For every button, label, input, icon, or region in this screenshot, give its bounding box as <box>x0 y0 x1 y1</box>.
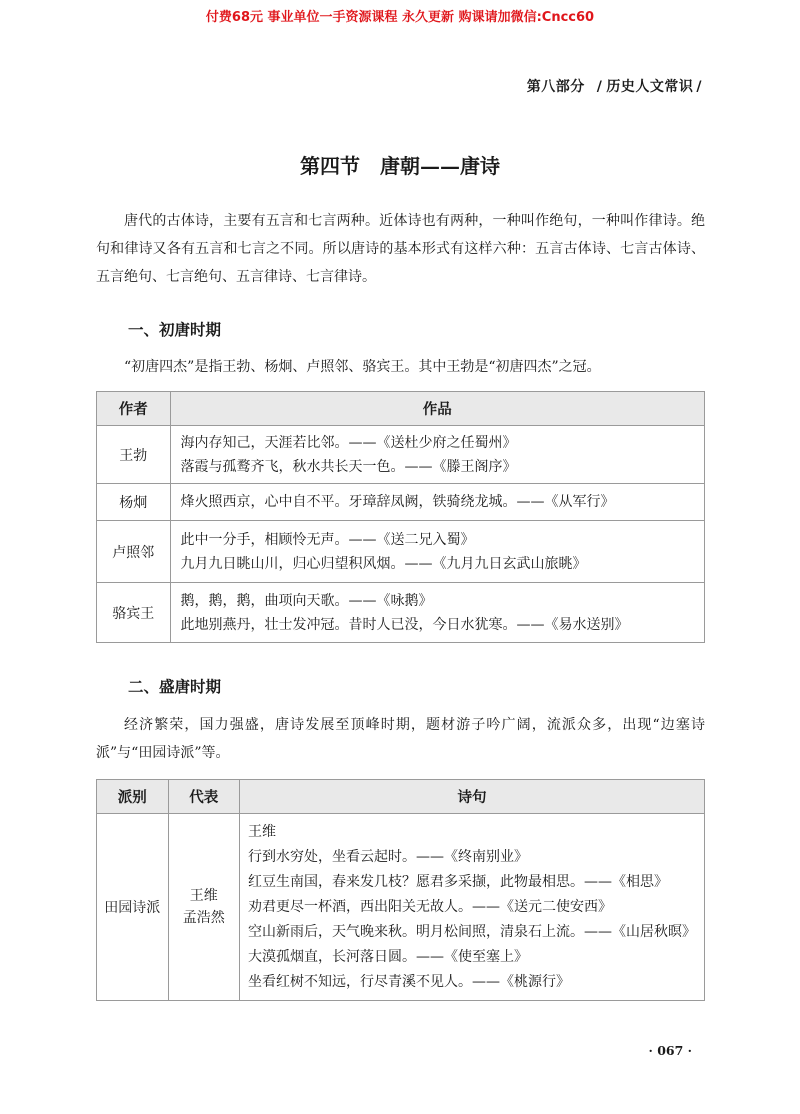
poem-line: 烽火照西京，心中自不平。牙璋辞凤阙，铁骑绕龙城。——《从军行》 <box>180 494 615 510</box>
school-cell: 田园诗派 <box>97 814 169 1001</box>
column-header-lines: 诗句 <box>240 780 705 814</box>
table-row <box>97 484 705 521</box>
section-name: 唐朝——唐诗 <box>380 154 500 178</box>
promo-banner: 付费68元 事业单位一手资源课程 永久更新 购课请加微信:Cncc60 <box>205 10 595 25</box>
representative-name: 王维 <box>189 888 218 904</box>
poem-line: 行到水穷处，坐看云起时。——《终南别业》 <box>248 848 528 865</box>
representative-name: 孟浩然 <box>182 910 225 926</box>
column-header-works: 作品 <box>170 392 704 426</box>
poem-line: 此中一分手，相顾怜无声。——《送二兄入蜀》 <box>180 531 475 548</box>
works-cell <box>170 426 704 484</box>
poet-name: 王维 <box>248 823 276 840</box>
high-tang-heading: 二、盛唐时期 <box>128 677 222 696</box>
running-head-chapter: 历史人文常识 <box>606 79 694 95</box>
table-row <box>97 426 705 484</box>
works-cell <box>170 583 704 643</box>
table-header-row <box>97 392 705 426</box>
table-row <box>97 521 705 583</box>
lines-cell <box>240 814 705 1001</box>
early-tang-heading: 一、初唐时期 <box>128 320 222 339</box>
author-cell: 杨炯 <box>97 484 171 521</box>
early-tang-intro: “初唐四杰”是指王勃、杨炯、卢照邻、骆宾王。其中王勃是“初唐四杰”之冠。 <box>124 359 601 375</box>
section-number: 第四节 <box>300 154 360 178</box>
column-header-school: 派别 <box>97 780 169 814</box>
running-head <box>527 76 702 96</box>
representatives-cell <box>168 814 240 1001</box>
column-header-author: 作者 <box>97 392 171 426</box>
author-cell: 王勃 <box>97 426 171 484</box>
intro-paragraph: 唐代的古体诗，主要有五言和七言两种。近体诗也有两种，一种叫作绝句，一种叫作律诗。绝句和律诗又各有五言和七言之不同。所以唐诗的基本形式有这样六种：五言古体诗、七言古体诗、五言绝句、七言绝句、五言律诗、七言律诗。 <box>96 213 705 285</box>
high-tang-intro: 经济繁荣，国力强盛，唐诗发展至顶峰时期，题材游子吟广阔，流派众多，出现“边塞诗派”与“田园诗派”等。 <box>96 717 705 761</box>
poem-line: 此地别燕丹，壮士发冲冠。昔时人已没，今日水犹寒。——《易水送别》 <box>180 616 629 633</box>
running-head-part: 第八部分 <box>526 79 585 95</box>
poem-line: 九月九日眺山川，归心归望积风烟。——《九月九日玄武山旅眺》 <box>180 555 587 572</box>
table-row <box>97 814 705 1001</box>
page-number: · 067 · <box>648 1043 692 1058</box>
table-header-row <box>97 780 705 814</box>
poem-line: 鹅，鹅，鹅，曲项向天歌。——《咏鹅》 <box>180 592 433 609</box>
poem-line: 落霞与孤鹜齐飞，秋水共长天一色。——《滕王阁序》 <box>180 458 517 475</box>
poem-line: 劝君更尽一杯酒，西出阳关无故人。——《送元二使安西》 <box>248 898 612 915</box>
poem-line: 红豆生南国，春来发几枝？愿君多采撷，此物最相思。——《相思》 <box>248 873 668 890</box>
works-cell <box>170 484 704 521</box>
author-cell: 骆宾王 <box>97 583 171 643</box>
table-row <box>97 583 705 643</box>
poem-line: 大漠孤烟直，长河落日圆。——《使至塞上》 <box>248 948 528 965</box>
poem-line: 海内存知己，天涯若比邻。——《送杜少府之任蜀州》 <box>180 434 517 451</box>
works-cell <box>170 521 704 583</box>
poem-line: 坐看红树不知远，行尽青溪不见人。——《桃源行》 <box>248 973 570 990</box>
slash-divider: / <box>696 79 702 95</box>
high-tang-table <box>96 779 705 1001</box>
column-header-representatives: 代表 <box>168 780 240 814</box>
early-tang-table <box>96 391 705 643</box>
poem-line: 空山新雨后，天气晚来秋。明月松间照，清泉石上流。——《山居秋暝》 <box>248 923 696 940</box>
section-title <box>0 150 800 179</box>
author-cell: 卢照邻 <box>97 521 171 583</box>
slash-divider: / <box>596 79 603 95</box>
